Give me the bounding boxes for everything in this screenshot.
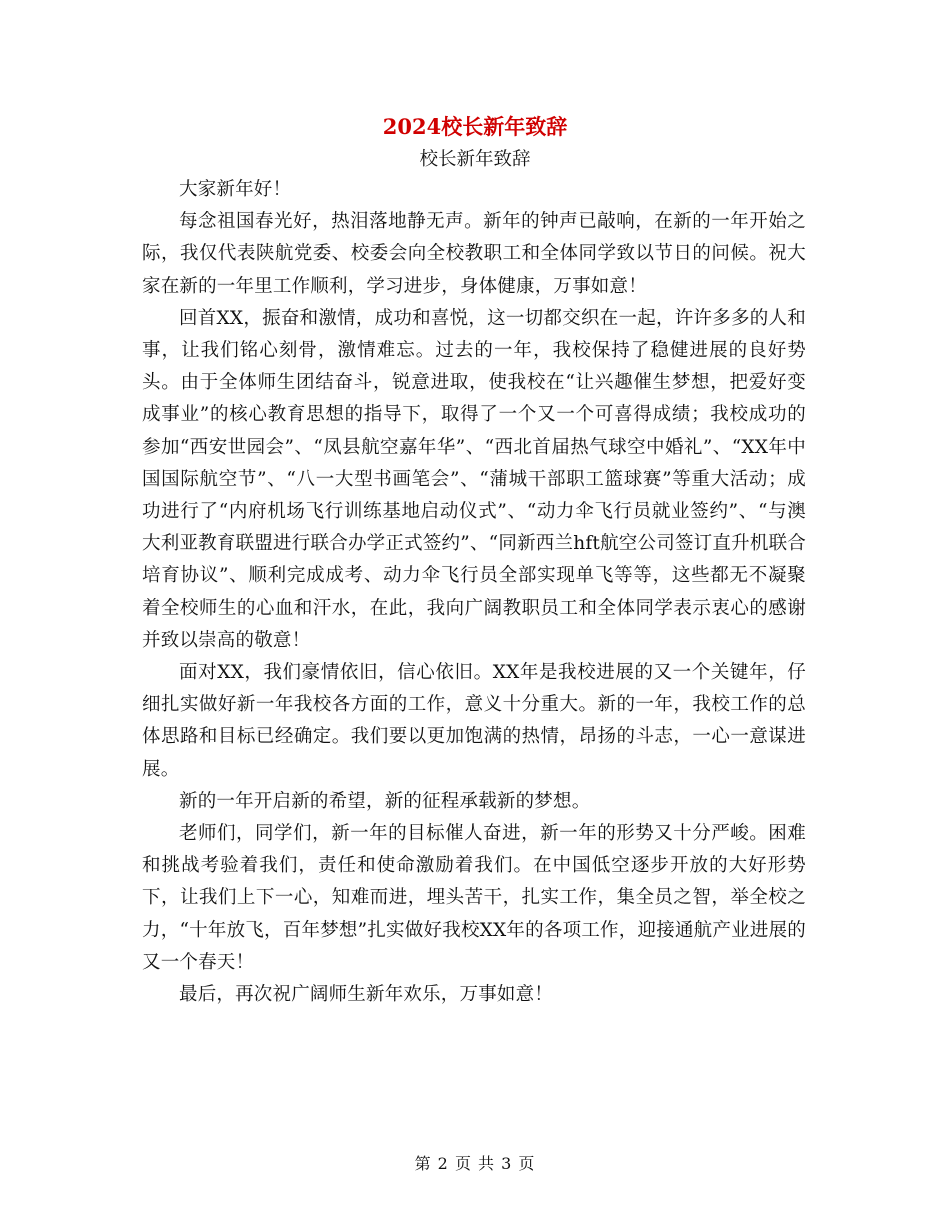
document-body bbox=[142, 174, 806, 1011]
paragraph: 回首XX，振奋和激情，成功和喜悦，这一切都交织在一起，许许多多的人和事，让我们铭心刻骨，激情难忘。过去的一年，我校保持了稳健进展的良好势头。由于全体师生团结奋斗，锐意进取，使我校在“让兴趣催生梦想，把爱好变成事业”的核心教育思想的指导下，取得了一个又一个可喜得成绩；我校成功的参加“西安世园会”、“凤县航空嘉年华”、“西北首届热气球空中婚礼”、“XX年中国国际航空节”、“八一大型书画笔会”、“蒲城干部职工篮球赛”等重大活动；成功进行了“内府机场飞行训练基地启动仪式”、“动力伞飞行员就业签约”、“与澳大利亚教育联盟进行联合办学正式签约”、“同新西兰hft航空公司签订直升机联合培育协议”、顺利完成成考、动力伞飞行员全部实现单飞等等，这些都无不凝聚着全校师生的心血和汗水，在此，我向广阔教职员工和全体同学表示衷心的感谢并致以崇高的敬意！ bbox=[142, 307, 806, 651]
document-title: 2024校长新年致辞 bbox=[382, 114, 568, 139]
paragraph-greeting: 大家新年好！ bbox=[179, 179, 292, 200]
paragraph: 老师们，同学们，新一年的目标催人奋进，新一年的形势又十分严峻。困难和挑战考验着我们，责任和使命激励着我们。在中国低空逐步开放的大好形势下，让我们上下一心，知难而进，埋头苦干，扎实工作，集全员之智，举全校之力，“十年放飞，百年梦想”扎实做好我校XX年的各项工作，迎接通航产业进展的又一个春天！ bbox=[142, 823, 806, 973]
paragraph: 每念祖国春光好，热泪落地静无声。新年的钟声已敲响，在新的一年开始之际，我仅代表陕航党委、校委会向全校教职工和全体同学致以节日的问候。祝大家在新的一年里工作顺利，学习进步，身体健康，万事如意！ bbox=[142, 211, 806, 297]
paragraph: 面对XX，我们豪情依旧，信心依旧。XX年是我校进展的又一个关键年，仔细扎实做好新一年我校各方面的工作，意义十分重大。新的一年，我校工作的总体思路和目标已经确定。我们要以更加饱满的热情，昂扬的斗志，一心一意谋进展。 bbox=[142, 662, 806, 780]
document-subtitle: 校长新年致辞 bbox=[419, 149, 531, 170]
page-number-footer: 第 2 页 共 3 页 bbox=[414, 1154, 536, 1173]
paragraph-closing: 最后，再次祝广阔师生新年欢乐，万事如意！ bbox=[179, 984, 554, 1006]
paragraph: 新的一年开启新的希望，新的征程承载新的梦想。 bbox=[179, 790, 591, 812]
